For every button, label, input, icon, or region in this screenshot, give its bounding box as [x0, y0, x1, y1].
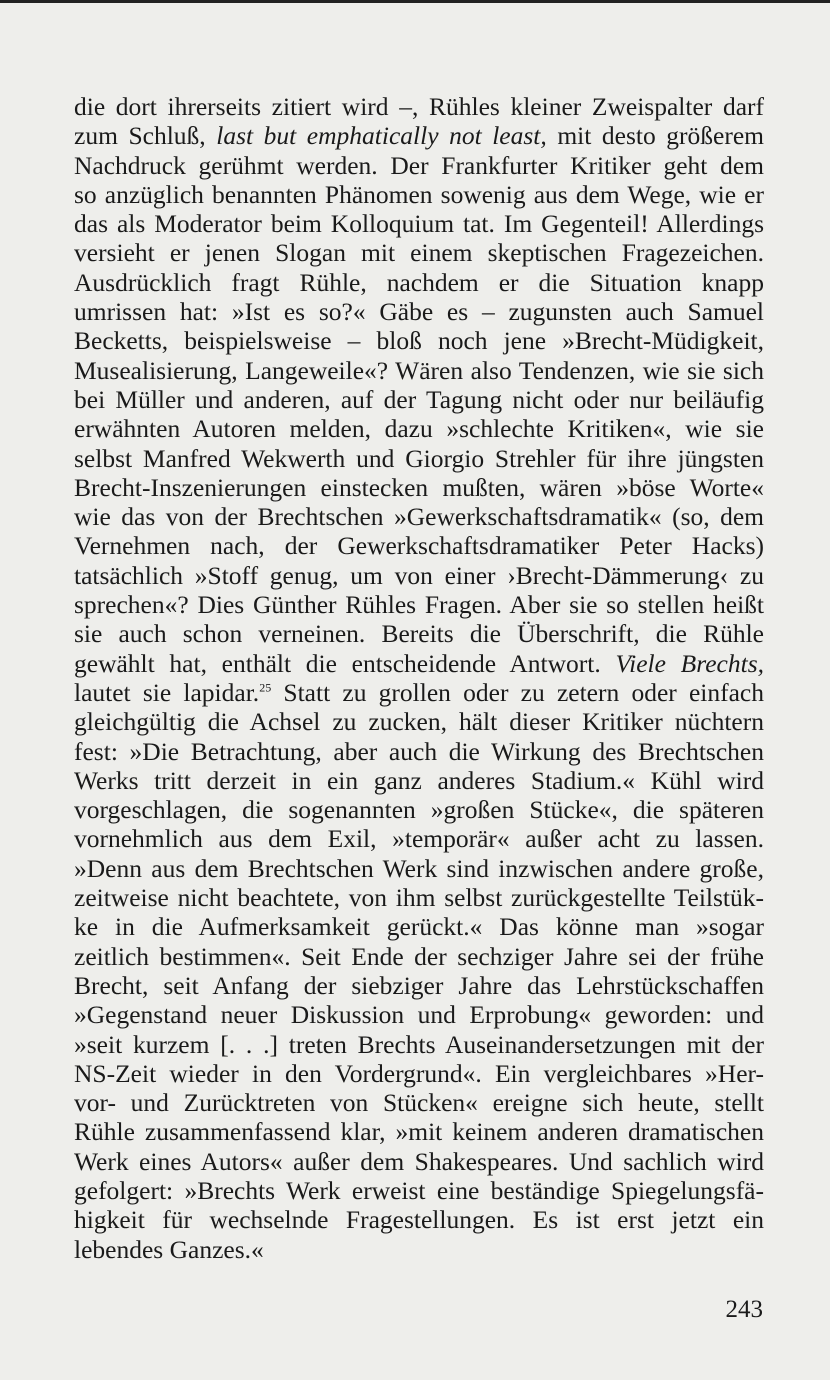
text-line: gleichgültig die Achsel zu zucken, hält dieser Kritiker nüchtern	[74, 707, 764, 737]
text-line: Becketts, beispielsweise – bloß noch jene »Brecht-Müdigkeit,	[74, 326, 764, 356]
text-line: gewählt hat, enthält die entscheidende Antwort. Viele Brechts,	[74, 648, 764, 678]
text-line: »Denn aus dem Brechtschen Werk sind inzwischen andere große,	[74, 853, 764, 883]
text-line: »seit kurzem [. . .] treten Brechts Auseinandersetzungen mit der	[74, 1029, 764, 1059]
text-line: vornehmlich aus dem Exil, »temporär« außer acht zu lassen.	[74, 824, 764, 854]
text-line: das als Moderator beim Kolloquium tat. Im Gegenteil! Allerdings	[74, 209, 764, 239]
text-line: NS-Zeit wieder in den Vordergrund«. Ein vergleichbares »Her-	[74, 1058, 764, 1088]
text-line: versieht er jenen Slogan mit einem skeptischen Fragezeichen.	[74, 238, 764, 268]
text-line: so anzüglich benannten Phänomen sowenig aus dem Wege, wie er	[74, 179, 764, 209]
text-line: ke in die Aufmerksamkeit gerückt.« Das könne man »sogar	[74, 912, 764, 942]
text-line: zum Schluß, last but emphatically not least, mit desto größerem	[74, 121, 764, 151]
text-line: Ausdrücklich fragt Rühle, nachdem er die Situation knapp	[74, 267, 764, 297]
text-line: umrissen hat: »Ist es so?« Gäbe es – zugunsten auch Samuel	[74, 297, 764, 327]
page-number: 243	[725, 1296, 763, 1323]
text-line: sprechen«? Dies Günther Rühles Fragen. Aber sie so stellen heißt	[74, 590, 764, 620]
text-line: lebendes Ganzes.«	[74, 1234, 264, 1264]
text-line: Nachdruck gerühmt werden. Der Frankfurter Kritiker geht dem	[74, 150, 764, 180]
text-line: gefolgert: »Brechts Werk erweist eine beständige Spiegelungsfä-	[74, 1175, 764, 1205]
text-line: selbst Manfred Wekwerth und Giorgio Strehler für ihre jüngsten	[74, 443, 764, 473]
text-line: higkeit für wechselnde Fragestellungen. Es ist erst jetzt ein	[74, 1205, 764, 1235]
text-line: »Gegenstand neuer Diskussion und Erprobung« geworden: und	[74, 1000, 764, 1030]
text-line: Musealisierung, Langeweile«? Wären also Tendenzen, wie sie sich	[74, 355, 764, 385]
text-line: Vernehmen nach, der Gewerkschaftsdramatiker Peter Hacks)	[74, 531, 764, 561]
page-edge	[0, 0, 830, 3]
text-line: Brecht, seit Anfang der siebziger Jahre das Lehrstückschaffen	[74, 970, 764, 1000]
body-text	[74, 92, 764, 1264]
text-line: vor- und Zurücktreten von Stücken« ereigne sich heute, stellt	[74, 1088, 764, 1118]
text-line: wie das von der Brechtschen »Gewerkschaftsdramatik« (so, dem	[74, 502, 764, 532]
text-line: Rühle zusammenfassend klar, »mit keinem anderen dramatischen	[74, 1117, 764, 1147]
text-line: lautet sie lapidar.$^{25}$ Statt zu grollen oder zu zetern oder einfach	[74, 677, 765, 707]
text-line: tatsächlich »Stoff genug, um von einer ›Brecht-Dämmerung‹ zu	[74, 560, 764, 590]
text-line: bei Müller und anderen, auf der Tagung nicht oder nur beiläufig	[74, 384, 764, 414]
text-line: Brecht-Inszenierungen einstecken mußten, wären »böse Worte«	[74, 472, 764, 502]
text-line: die dort ihrerseits zitiert wird –, Rühles kleiner Zweispalter darf	[74, 92, 764, 121]
text-line: zeitweise nicht beachtete, von ihm selbst zurückgestellte Teilstük-	[74, 883, 764, 913]
text-line: Werk eines Autors« außer dem Shakespeares. Und sachlich wird	[74, 1146, 764, 1176]
text-line: zeitlich bestimmen«. Seit Ende der sechziger Jahre sei der frühe	[74, 941, 764, 971]
text-line: sie auch schon verneinen. Bereits die Überschrift, die Rühle	[74, 619, 764, 649]
text-line: vorgeschlagen, die sogenannten »großen Stücke«, die späteren	[74, 795, 764, 825]
text-line: erwähnten Autoren melden, dazu »schlechte Kritiken«, wie sie	[74, 414, 764, 444]
footnote-marker: 25	[259, 680, 272, 695]
text-line: fest: »Die Betrachtung, aber auch die Wirkung des Brechtschen	[74, 736, 764, 766]
text-line: Werks tritt derzeit in ein ganz anderes Stadium.« Kühl wird	[74, 765, 764, 795]
